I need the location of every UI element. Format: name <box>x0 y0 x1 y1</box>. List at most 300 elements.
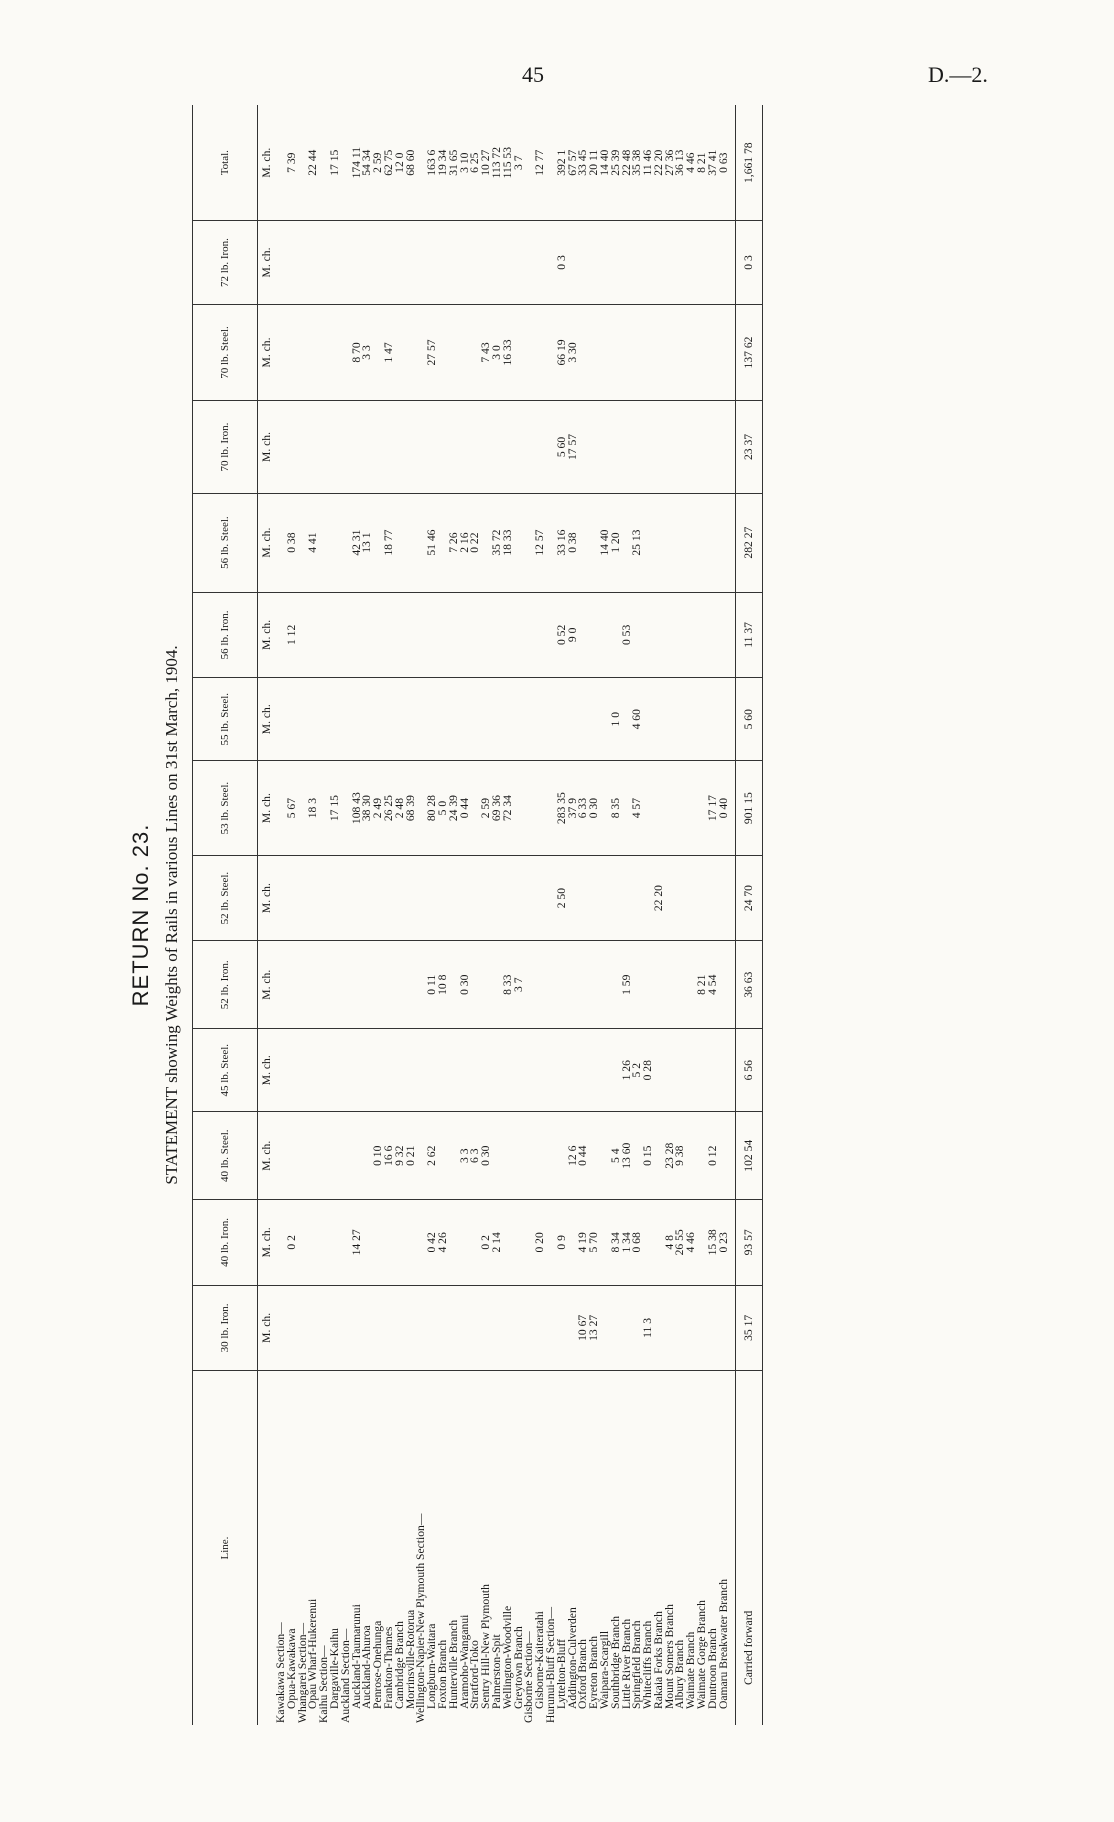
value-cell <box>492 401 503 493</box>
value-cell: 0 20 <box>535 1200 546 1286</box>
table-row <box>362 105 373 1725</box>
value-cell <box>535 1029 546 1112</box>
value-cell <box>697 1029 708 1112</box>
value-cell <box>341 221 352 304</box>
value-cell <box>708 493 719 592</box>
value-cell: 16 33 <box>503 304 514 401</box>
value-cell <box>449 1285 460 1371</box>
value-cell <box>697 855 708 941</box>
column-header: 45 lb. Steel. <box>193 1029 258 1112</box>
line-name-cell: Morrinsville-Rotorua <box>403 1609 417 1709</box>
value-cell <box>578 678 589 761</box>
section-row <box>298 105 309 1725</box>
value-cell <box>481 401 492 493</box>
value-cell: 0 40 <box>719 761 730 856</box>
line-name-cell: Penrose-Onehunga <box>371 1620 385 1709</box>
value-cell <box>665 678 676 761</box>
column-header: 53 lb. Steel. <box>193 761 258 856</box>
value-cell <box>427 592 438 678</box>
value-cell: 5 67 <box>287 761 298 856</box>
value-cell: 0 23 <box>719 1200 730 1286</box>
value-cell <box>578 493 589 592</box>
value-cell: 12 57 <box>535 493 546 592</box>
value-cell <box>514 221 525 304</box>
value-cell <box>675 401 686 493</box>
value-cell <box>276 221 287 304</box>
value-cell <box>362 1029 373 1112</box>
table-row <box>686 105 697 1725</box>
value-cell: 42 31 <box>352 493 363 592</box>
statement-subheading: STATEMENT showing Weights of Rails in various Lines on 31st March, 1904. <box>162 645 181 1185</box>
value-cell <box>308 1029 319 1112</box>
value-cell <box>675 1285 686 1371</box>
line-name-cell: Greytown Branch <box>511 1626 525 1709</box>
value-cell <box>395 401 406 493</box>
value-cell <box>406 401 417 493</box>
value-cell <box>654 401 665 493</box>
value-cell <box>319 855 330 941</box>
table-row <box>287 105 298 1725</box>
value-cell <box>438 1285 449 1371</box>
value-cell <box>352 941 363 1029</box>
value-cell <box>330 221 341 304</box>
line-name-cell: Springfield Branch <box>630 1620 644 1709</box>
value-cell <box>406 941 417 1029</box>
value-cell: 7 43 <box>481 304 492 401</box>
value-cell <box>427 678 438 761</box>
value-cell <box>589 221 600 304</box>
value-cell <box>514 1029 525 1112</box>
value-cell <box>708 221 719 304</box>
value-cell <box>557 1285 568 1371</box>
value-cell <box>514 1285 525 1371</box>
table-row <box>643 105 654 1725</box>
value-cell <box>535 592 546 678</box>
value-cell <box>535 221 546 304</box>
value-cell <box>675 221 686 304</box>
value-cell <box>362 1200 373 1286</box>
value-cell <box>395 1029 406 1112</box>
value-cell <box>373 678 384 761</box>
rails-weights-table <box>192 105 763 1725</box>
value-cell: 0 42 <box>427 1200 438 1286</box>
value-cell <box>578 941 589 1029</box>
value-cell <box>319 592 330 678</box>
value-cell <box>395 1285 406 1371</box>
value-cell <box>546 941 557 1029</box>
value-cell: 1 59 <box>622 941 633 1029</box>
value-cell <box>460 1029 471 1112</box>
value-cell <box>675 761 686 856</box>
value-cell <box>708 855 719 941</box>
value-cell: 72 34 <box>503 761 514 856</box>
value-cell <box>470 1029 481 1112</box>
total-cell: 6 56 <box>736 1029 763 1112</box>
value-cell <box>341 941 352 1029</box>
line-name-cell: Palmerston-Spit <box>489 1634 503 1709</box>
value-cell <box>578 1029 589 1112</box>
value-cell: 4 19 <box>578 1200 589 1286</box>
value-cell <box>319 493 330 592</box>
value-cell <box>373 1029 384 1112</box>
value-cell <box>665 221 676 304</box>
value-cell <box>449 592 460 678</box>
unit-cell: M. ch. <box>258 678 277 761</box>
value-cell <box>643 941 654 1029</box>
value-cell <box>546 678 557 761</box>
value-cell <box>643 1200 654 1286</box>
value-cell <box>438 592 449 678</box>
value-cell: 18 33 <box>503 493 514 592</box>
value-cell <box>708 1285 719 1371</box>
value-cell <box>622 1285 633 1371</box>
value-cell <box>438 855 449 941</box>
value-cell <box>362 1285 373 1371</box>
value-cell: 1 34 <box>622 1200 633 1286</box>
value-cell <box>319 401 330 493</box>
value-cell <box>708 592 719 678</box>
value-cell: 7 26 <box>449 493 460 592</box>
value-cell <box>352 1112 363 1200</box>
value-cell: 19 34 <box>438 105 449 221</box>
value-cell <box>524 678 535 761</box>
value-cell <box>438 304 449 401</box>
value-cell <box>503 592 514 678</box>
value-cell <box>622 304 633 401</box>
table-row <box>719 105 730 1725</box>
value-cell: 36 13 <box>675 105 686 221</box>
value-cell <box>514 493 525 592</box>
header-row <box>193 105 258 1725</box>
value-cell <box>675 855 686 941</box>
value-cell <box>654 304 665 401</box>
value-cell <box>535 401 546 493</box>
value-cell <box>643 221 654 304</box>
value-cell <box>535 941 546 1029</box>
value-cell <box>697 493 708 592</box>
value-cell <box>460 855 471 941</box>
value-cell: 4 57 <box>632 761 643 856</box>
value-cell: 37 9 <box>568 761 579 856</box>
value-cell <box>470 401 481 493</box>
value-cell <box>276 855 287 941</box>
value-cell <box>298 304 309 401</box>
value-cell <box>330 678 341 761</box>
value-cell: 62 75 <box>384 105 395 221</box>
value-cell: 1 47 <box>384 304 395 401</box>
table-row <box>568 105 579 1725</box>
value-cell <box>470 855 481 941</box>
value-cell: 6 3 <box>470 1112 481 1200</box>
total-cell: 1,661 78 <box>736 105 763 221</box>
value-cell <box>600 1029 611 1112</box>
table-row <box>406 105 417 1725</box>
value-cell: 24 39 <box>449 761 460 856</box>
value-cell <box>665 1029 676 1112</box>
value-cell <box>708 678 719 761</box>
value-cell <box>287 855 298 941</box>
value-cell <box>719 592 730 678</box>
value-cell <box>589 592 600 678</box>
value-cell: 26 25 <box>384 761 395 856</box>
unit-cell: M. ch. <box>258 761 277 856</box>
value-cell <box>535 1112 546 1200</box>
value-cell <box>395 678 406 761</box>
value-cell: 35 72 <box>492 493 503 592</box>
value-cell: 5 60 <box>557 401 568 493</box>
value-cell: 8 21 <box>697 105 708 221</box>
value-cell <box>319 221 330 304</box>
value-cell <box>460 304 471 401</box>
value-cell <box>524 304 535 401</box>
value-cell: 5 2 <box>632 1029 643 1112</box>
value-cell <box>352 221 363 304</box>
value-cell <box>578 855 589 941</box>
value-cell <box>384 221 395 304</box>
value-cell <box>406 1029 417 1112</box>
line-name-cell: Duntroon Branch <box>705 1628 719 1709</box>
value-cell: 2 59 <box>373 105 384 221</box>
value-cell: 0 2 <box>287 1200 298 1286</box>
value-cell <box>654 761 665 856</box>
value-cell <box>719 855 730 941</box>
value-cell <box>643 761 654 856</box>
value-cell <box>319 1200 330 1286</box>
value-cell <box>675 941 686 1029</box>
unit-cell: M. ch. <box>258 592 277 678</box>
value-cell <box>287 941 298 1029</box>
value-cell <box>697 592 708 678</box>
value-cell <box>481 1029 492 1112</box>
value-cell <box>276 1112 287 1200</box>
value-cell <box>298 855 309 941</box>
value-cell <box>492 592 503 678</box>
value-cell <box>438 401 449 493</box>
value-cell <box>481 1285 492 1371</box>
table-row <box>449 105 460 1725</box>
value-cell <box>298 1200 309 1286</box>
value-cell <box>568 941 579 1029</box>
value-cell <box>600 592 611 678</box>
value-cell <box>524 761 535 856</box>
value-cell: 26 55 <box>675 1200 686 1286</box>
value-cell <box>686 493 697 592</box>
value-cell <box>675 493 686 592</box>
value-cell <box>298 221 309 304</box>
line-name-cell: Hunterville Branch <box>446 1619 460 1709</box>
value-cell: 0 30 <box>589 761 600 856</box>
value-cell <box>492 855 503 941</box>
column-header: 52 lb. Steel. <box>193 855 258 941</box>
value-cell <box>460 678 471 761</box>
value-cell: 18 77 <box>384 493 395 592</box>
value-cell: 68 39 <box>406 761 417 856</box>
value-cell <box>449 855 460 941</box>
value-cell <box>330 1285 341 1371</box>
value-cell: 5 0 <box>438 761 449 856</box>
value-cell: 3 10 <box>460 105 471 221</box>
value-cell <box>406 221 417 304</box>
value-cell <box>686 1029 697 1112</box>
value-cell <box>308 1200 319 1286</box>
value-cell <box>568 1029 579 1112</box>
value-cell <box>492 1029 503 1112</box>
value-cell <box>514 1200 525 1286</box>
value-cell <box>600 1285 611 1371</box>
value-cell <box>600 304 611 401</box>
value-cell: 3 3 <box>460 1112 471 1200</box>
value-cell <box>675 592 686 678</box>
value-cell <box>675 1029 686 1112</box>
value-cell <box>514 401 525 493</box>
value-cell <box>330 401 341 493</box>
value-cell <box>470 221 481 304</box>
table-row <box>654 105 665 1725</box>
value-cell <box>470 592 481 678</box>
value-cell <box>406 493 417 592</box>
value-cell <box>481 221 492 304</box>
value-cell <box>341 1112 352 1200</box>
page-number: 45 <box>522 62 544 87</box>
value-cell: 4 8 <box>665 1200 676 1286</box>
total-cell: 0 3 <box>736 221 763 304</box>
value-cell <box>719 304 730 401</box>
value-cell <box>330 592 341 678</box>
value-cell <box>643 401 654 493</box>
value-cell: 8 33 <box>503 941 514 1029</box>
value-cell: 2 50 <box>557 855 568 941</box>
value-cell <box>568 221 579 304</box>
column-header: 56 lb. Iron. <box>193 592 258 678</box>
value-cell: 5 4 <box>611 1112 622 1200</box>
value-cell <box>503 401 514 493</box>
line-name-cell: Foxton Branch <box>435 1639 449 1709</box>
value-cell: 54 34 <box>362 105 373 221</box>
value-cell <box>654 1029 665 1112</box>
value-cell: 17 57 <box>568 401 579 493</box>
value-cell <box>416 678 427 761</box>
total-cell: 5 60 <box>736 678 763 761</box>
value-cell <box>449 221 460 304</box>
value-cell <box>546 1285 557 1371</box>
value-cell <box>632 592 643 678</box>
value-cell: 6 33 <box>578 761 589 856</box>
value-cell <box>622 221 633 304</box>
line-name-cell: Opua-Kawakawa <box>284 1628 298 1709</box>
value-cell <box>514 761 525 856</box>
value-cell: 4 41 <box>308 493 319 592</box>
value-cell <box>686 1112 697 1200</box>
value-cell: 0 22 <box>470 493 481 592</box>
value-cell <box>298 941 309 1029</box>
value-cell: 37 41 <box>708 105 719 221</box>
value-cell <box>600 941 611 1029</box>
value-cell: 25 13 <box>632 493 643 592</box>
value-cell <box>341 592 352 678</box>
line-name-cell: Waipara-Scargill <box>597 1630 611 1709</box>
value-cell <box>276 401 287 493</box>
value-cell: 1 20 <box>611 493 622 592</box>
value-cell <box>589 304 600 401</box>
line-name-cell: Longburn-Waitara <box>425 1623 439 1709</box>
value-cell <box>308 304 319 401</box>
table-row <box>675 105 686 1725</box>
value-cell <box>719 678 730 761</box>
line-name-cell: Albury Branch <box>673 1639 687 1709</box>
value-cell <box>589 1029 600 1112</box>
column-header: 52 lb. Iron. <box>193 941 258 1029</box>
value-cell <box>362 855 373 941</box>
unit-cell: M. ch. <box>258 1029 277 1112</box>
value-cell <box>589 941 600 1029</box>
value-cell: 0 28 <box>643 1029 654 1112</box>
value-cell <box>665 401 676 493</box>
value-cell <box>557 678 568 761</box>
value-cell <box>308 592 319 678</box>
value-cell <box>654 941 665 1029</box>
value-cell <box>643 493 654 592</box>
value-cell <box>319 941 330 1029</box>
value-cell <box>298 1029 309 1112</box>
value-cell <box>686 1285 697 1371</box>
value-cell: 0 12 <box>708 1112 719 1200</box>
value-cell <box>503 678 514 761</box>
value-cell <box>298 1112 309 1200</box>
value-cell <box>481 855 492 941</box>
value-cell: 0 38 <box>287 493 298 592</box>
value-cell <box>546 1029 557 1112</box>
value-cell <box>492 1285 503 1371</box>
value-cell <box>632 221 643 304</box>
column-header: 40 lb. Steel. <box>193 1112 258 1200</box>
value-cell <box>298 1285 309 1371</box>
value-cell: 9 32 <box>395 1112 406 1200</box>
value-cell <box>352 592 363 678</box>
value-cell <box>449 1200 460 1286</box>
line-name-cell: Aramoho-Wanganui <box>457 1614 471 1709</box>
section-row <box>276 105 287 1725</box>
value-cell: 0 9 <box>557 1200 568 1286</box>
value-cell <box>319 1285 330 1371</box>
value-cell: 1 0 <box>611 678 622 761</box>
line-name-cell: Sentry Hill-New Plymouth <box>479 1584 493 1709</box>
value-cell: 69 36 <box>492 761 503 856</box>
value-cell: 14 40 <box>600 105 611 221</box>
value-cell <box>406 855 417 941</box>
value-cell <box>492 221 503 304</box>
value-cell: 11 3 <box>643 1285 654 1371</box>
value-cell <box>319 304 330 401</box>
value-cell <box>481 941 492 1029</box>
value-cell: 4 60 <box>632 678 643 761</box>
table-row <box>308 105 319 1725</box>
value-cell <box>341 855 352 941</box>
column-header: 55 lb. Steel. <box>193 678 258 761</box>
table-row <box>611 105 622 1725</box>
value-cell: 2 14 <box>492 1200 503 1286</box>
rotated-table-page <box>130 105 1020 1725</box>
value-cell: 8 21 <box>697 941 708 1029</box>
unit-cell: M. ch. <box>258 221 277 304</box>
value-cell <box>719 1285 730 1371</box>
value-cell <box>395 221 406 304</box>
value-cell <box>503 221 514 304</box>
value-cell: 31 65 <box>449 105 460 221</box>
line-name-cell: Addington-Culverden <box>565 1607 579 1709</box>
value-cell <box>384 941 395 1029</box>
value-cell <box>524 1112 535 1200</box>
value-cell <box>319 678 330 761</box>
